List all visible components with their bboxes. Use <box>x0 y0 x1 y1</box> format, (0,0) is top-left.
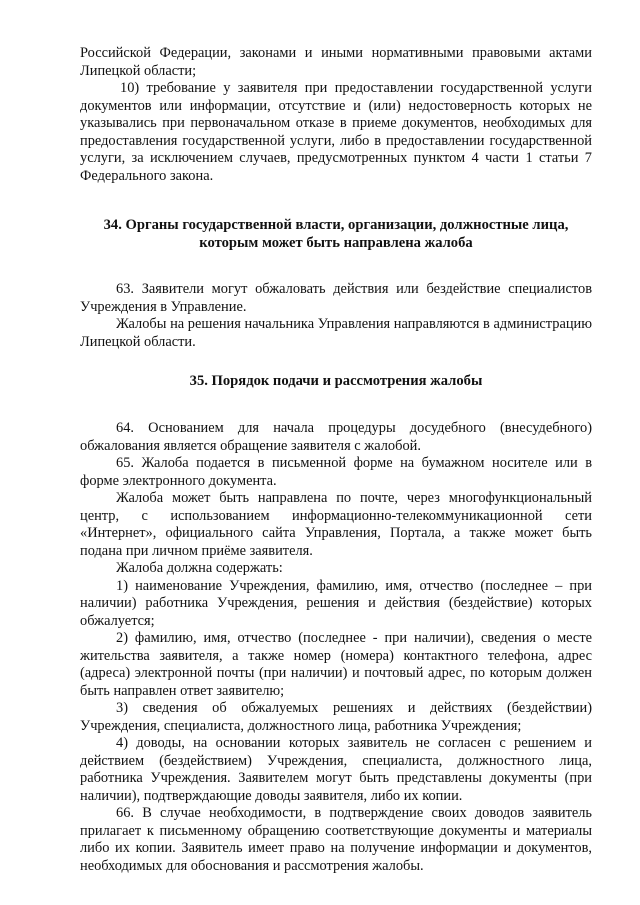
section-34-heading: 34. Органы государственной власти, организации, должностные лица, которым может быть направлена жалоба <box>103 217 569 251</box>
section-35-heading: 35. Порядок подачи и рассмотрения жалобы <box>189 373 483 389</box>
paragraph-63: 63. Заявители могут обжаловать действия или бездействие специалистов Учреждения в Управление. <box>80 281 592 315</box>
list-item-3: 3) сведения об обжалуемых решениях и действиях (бездействии) Учреждения, специалиста, должностного лица, работника Учреждения; <box>80 700 592 734</box>
paragraph-64: 64. Основанием для начала процедуры досудебного (внесудебного) обжалования является обращение заявителя с жалобой. <box>80 420 592 454</box>
paragraph-item-10: 10) требование у заявителя при предоставлении государственной услуги документов или информации, отсутствие и (или) недостоверность которых не указывались при первоначальном отказе в приеме документов, необходимых для предоставления государственной услуги, либо в предоставлении государственной услуги, за исключением случаев, предусмотренных пунктом 4 части 1 статьи 7 Федерального закона. <box>80 80 592 184</box>
list-item-1: 1) наименование Учреждения, фамилию, имя, отчество (последнее – при наличии) работника Учреждения, решения и действия (бездействие) которых обжалуется; <box>80 577 592 629</box>
paragraph-66: 66. В случае необходимости, в подтверждение своих доводов заявитель прилагает к письменному обращению соответствующие документы и материалы либо их копии. Заявитель имеет право на получение информации и документов, необходимых для обоснования и рассмотрения жалобы. <box>80 805 592 874</box>
list-item-4: 4) доводы, на основании которых заявитель не согласен с решением и действием (бездействием) Учреждения, специалиста, должностного лица, работника Учреждения. Заявителем могут быть представлены документы (при наличии), подтверждающие доводы заявителя, либо их копии. <box>80 735 592 804</box>
paragraph-complaints-head: Жалобы на решения начальника Управления направляются в администрацию Липецкой области. <box>80 316 592 350</box>
list-item-2: 2) фамилию, имя, отчество (последнее - при наличии), сведения о месте жительства заявителя, а также номер (номера) контактного телефона, адрес (адреса) электронной почты (при наличии) и почтовый адрес, по которым должен быть направлен ответ заявителю; <box>80 630 592 699</box>
paragraph-65: 65. Жалоба подается в письменной форме на бумажном носителе или в форме электронного документа. <box>80 455 592 489</box>
paragraph-continued: Российской Федерации, законами и иными нормативными правовыми актами Липецкой области; <box>80 45 592 79</box>
paragraph-contents-intro: Жалоба должна содержать: <box>116 560 283 576</box>
paragraph-delivery: Жалоба может быть направлена по почте, через многофункциональный центр, с использованием информационно-телекоммуникационной сети «Интернет», официального сайта Управления, Портала, а также может быть подана при личном приёме заявителя. <box>80 490 592 559</box>
